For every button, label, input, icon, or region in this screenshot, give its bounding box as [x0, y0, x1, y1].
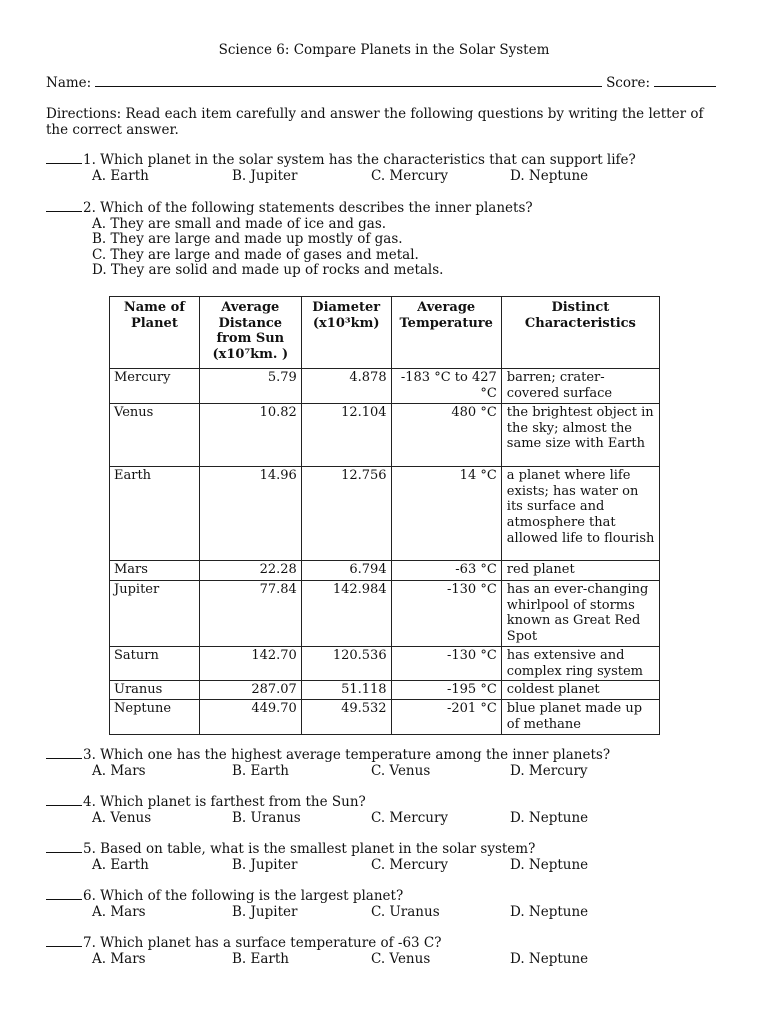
- question-7-text: 7. Which planet has a surface temperature of -63 C?: [83, 935, 442, 951]
- characteristics-text: blue planet made up of methane: [501, 700, 659, 734]
- choice-b: B. Jupiter: [232, 167, 298, 184]
- answer-blank-4[interactable]: [46, 795, 82, 806]
- planet-name: Neptune: [110, 700, 200, 734]
- distance-value: 77.84: [199, 581, 301, 647]
- diameter-value: 12.104: [301, 404, 391, 467]
- planet-name: Earth: [110, 467, 200, 561]
- statement-b: B. They are large and made up mostly of gas.: [92, 231, 403, 247]
- question-1-text: 1. Which planet in the solar system has the characteristics that can support life?: [83, 152, 636, 168]
- characteristics-text: has an ever-changing whirlpool of storms known as Great Red Spot: [501, 581, 659, 647]
- table-row: [110, 700, 660, 734]
- question-1: [46, 153, 726, 185]
- planet-name: Uranus: [110, 681, 200, 700]
- question-6: [46, 889, 726, 921]
- temperature-value: -130 °C: [391, 646, 501, 680]
- diameter-value: 142.984: [301, 581, 391, 647]
- choice-a: A. Mars: [92, 762, 146, 779]
- question-3-choices: [46, 764, 726, 780]
- choice-c: C. Venus: [371, 950, 431, 967]
- choice-a: A. Mars: [92, 950, 146, 967]
- directions-text: Directions: Read each item carefully and answer the following questions by writing the letter of the correct answer.: [46, 106, 704, 138]
- characteristics-text: coldest planet: [501, 681, 659, 700]
- question-6-text: 6. Which of the following is the largest planet?: [83, 888, 404, 904]
- temperature-value: -130 °C: [391, 581, 501, 647]
- score-label: Score:: [606, 75, 650, 91]
- question-5: [46, 842, 726, 874]
- diameter-value: 4.878: [301, 369, 391, 404]
- name-blank-line[interactable]: [95, 85, 602, 87]
- distance-value: 10.82: [199, 404, 301, 467]
- choice-a: A. Earth: [92, 856, 149, 873]
- planet-name: Mars: [110, 561, 200, 581]
- temperature-value: -195 °C: [391, 681, 501, 700]
- choice-c: C. Mercury: [371, 809, 449, 826]
- statement-d: D. They are solid and made up of rocks and metals.: [92, 262, 444, 278]
- answer-blank-2[interactable]: [46, 201, 82, 212]
- question-3-text: 3. Which one has the highest average temperature among the inner planets?: [83, 747, 611, 763]
- characteristics-text: a planet where life exists; has water on its surface and atmosphere that allowed life to flourish: [501, 467, 659, 561]
- distance-value: 287.07: [199, 681, 301, 700]
- choice-a: A. Venus: [92, 809, 152, 826]
- temperature-value: 480 °C: [391, 404, 501, 467]
- choice-d: D. Neptune: [510, 167, 589, 184]
- diameter-value: 6.794: [301, 561, 391, 581]
- choice-d: D. Neptune: [510, 856, 589, 873]
- question-5-choices: [46, 858, 726, 874]
- distance-value: 449.70: [199, 700, 301, 734]
- table-row: [110, 467, 660, 561]
- choice-c: C. Venus: [371, 762, 431, 779]
- header-planet: Name of Planet: [110, 297, 200, 369]
- choice-b: B. Jupiter: [232, 856, 298, 873]
- choice-b: B. Earth: [232, 950, 289, 967]
- distance-value: 22.28: [199, 561, 301, 581]
- temperature-value: 14 °C: [391, 467, 501, 561]
- table-row: [110, 561, 660, 581]
- answer-blank-3[interactable]: [46, 748, 82, 759]
- question-5-text: 5. Based on table, what is the smallest planet in the solar system?: [83, 841, 536, 857]
- temperature-value: -183 °C to 427 °C: [391, 369, 501, 404]
- choice-b: B. Earth: [232, 762, 289, 779]
- choice-d: D. Neptune: [510, 950, 589, 967]
- distance-value: 14.96: [199, 467, 301, 561]
- question-4-choices: [46, 811, 726, 827]
- distance-value: 5.79: [199, 369, 301, 404]
- characteristics-text: barren; crater-covered surface: [501, 369, 659, 404]
- answer-blank-6[interactable]: [46, 889, 82, 900]
- choice-c: C. Uranus: [371, 903, 440, 920]
- question-3: [46, 748, 726, 780]
- distance-value: 142.70: [199, 646, 301, 680]
- header-temperature: Average Temperature: [391, 297, 501, 369]
- question-4-text: 4. Which planet is farthest from the Sun?: [83, 794, 366, 810]
- diameter-value: 12.756: [301, 467, 391, 561]
- worksheet-title: Science 6: Compare Planets in the Solar System: [218, 42, 550, 58]
- planet-name: Saturn: [110, 646, 200, 680]
- choice-a: A. Mars: [92, 903, 146, 920]
- choice-d: D. Mercury: [510, 762, 588, 779]
- choice-c: C. Mercury: [371, 167, 449, 184]
- question-2-text: 2. Which of the following statements describes the inner planets?: [83, 200, 533, 216]
- choice-b: B. Uranus: [232, 809, 301, 826]
- statement-c: C. They are large and made of gases and metal.: [92, 246, 419, 263]
- table-row: [110, 581, 660, 647]
- diameter-value: 51.118: [301, 681, 391, 700]
- diameter-value: 120.536: [301, 646, 391, 680]
- choice-d: D. Neptune: [510, 809, 589, 826]
- table-row: [110, 646, 660, 680]
- statement-a: A. They are small and made of ice and gas.: [92, 215, 387, 232]
- characteristics-text: has extensive and complex ring system: [501, 646, 659, 680]
- table-header-row: [110, 297, 660, 369]
- score-blank-line[interactable]: [654, 85, 716, 87]
- header-characteristics: Distinct Characteristics: [501, 297, 659, 369]
- table-row: [110, 404, 660, 467]
- question-4: [46, 795, 726, 827]
- question-2: [46, 201, 726, 279]
- header-diameter: Diameter (x10³km): [301, 297, 391, 369]
- temperature-value: -63 °C: [391, 561, 501, 581]
- question-7: [46, 936, 726, 968]
- characteristics-text: red planet: [501, 561, 659, 581]
- choice-d: D. Neptune: [510, 903, 589, 920]
- question-7-choices: [46, 952, 726, 968]
- name-label: Name:: [46, 75, 92, 91]
- question-6-choices: [46, 905, 726, 921]
- choice-a: A. Earth: [92, 167, 149, 184]
- choice-b: B. Jupiter: [232, 903, 298, 920]
- table-row: [110, 369, 660, 404]
- name-score-row: [46, 76, 716, 92]
- answer-blank-7[interactable]: [46, 936, 82, 947]
- answer-blank-5[interactable]: [46, 842, 82, 853]
- diameter-value: 49.532: [301, 700, 391, 734]
- planet-name: Jupiter: [110, 581, 200, 647]
- choice-c: C. Mercury: [371, 856, 449, 873]
- planet-name: Venus: [110, 404, 200, 467]
- table-row: [110, 681, 660, 700]
- planet-name: Mercury: [110, 369, 200, 404]
- answer-blank-1[interactable]: [46, 153, 82, 164]
- header-distance: Average Distance from Sun (x10⁷km. ): [199, 297, 301, 369]
- question-1-choices: [46, 169, 726, 185]
- characteristics-text: the brightest object in the sky; almost the same size with Earth: [501, 404, 659, 467]
- temperature-value: -201 °C: [391, 700, 501, 734]
- planets-table: [109, 296, 660, 735]
